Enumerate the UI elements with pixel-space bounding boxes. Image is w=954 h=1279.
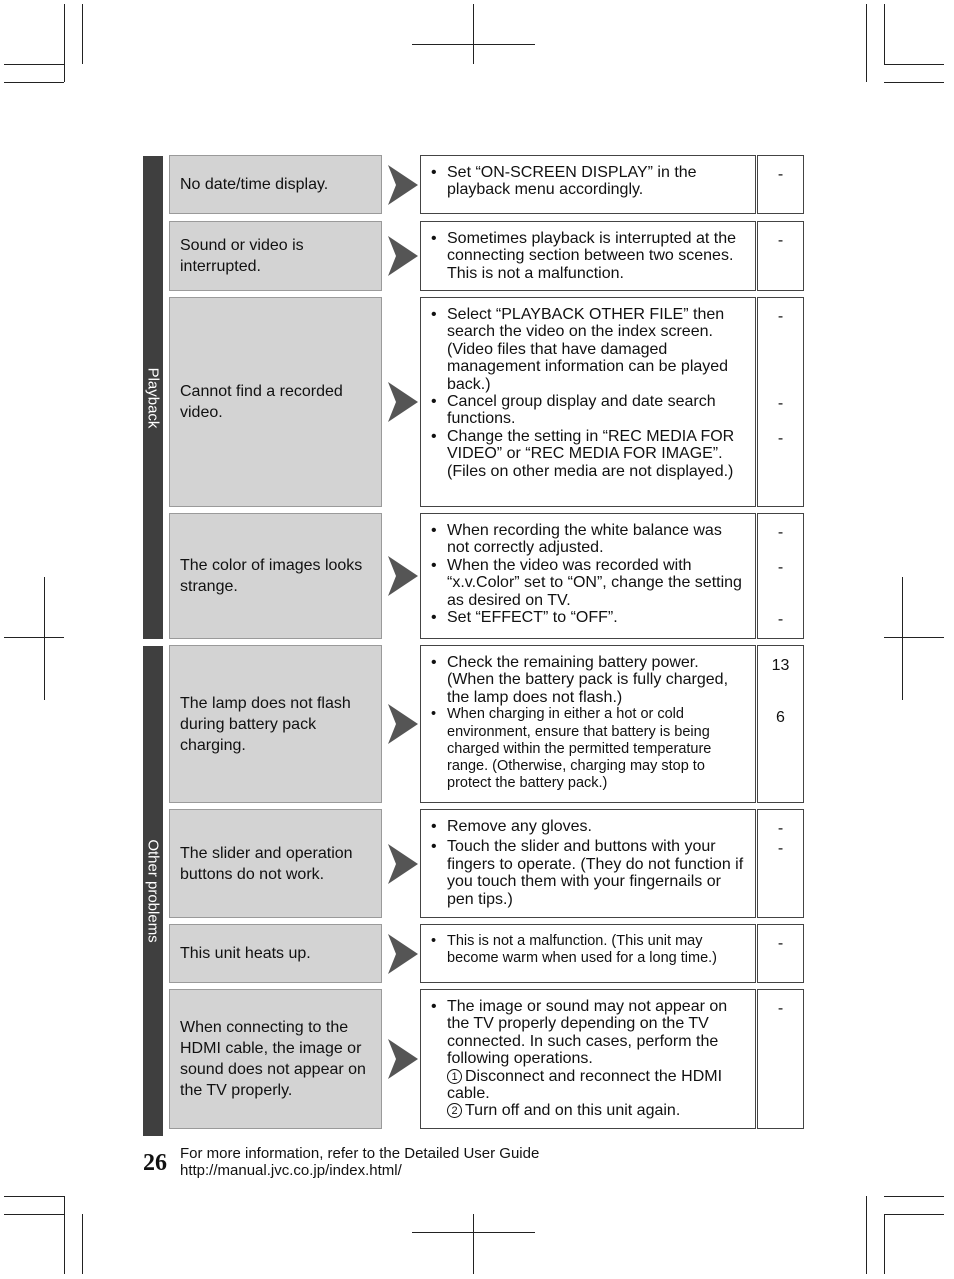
arrow-right-icon xyxy=(388,1039,418,1079)
crop-mark xyxy=(64,1196,65,1274)
trouble-row xyxy=(169,513,804,639)
page-ref-cell xyxy=(757,297,804,507)
trouble-row xyxy=(169,155,804,214)
problem-text: When connecting to the HDMI cable, the image or sound does not appear on the TV properly. xyxy=(180,1019,366,1099)
trouble-row xyxy=(169,645,804,803)
problem-text: The color of images looks strange. xyxy=(180,557,363,595)
page-ref: - xyxy=(777,166,784,183)
solution-item: • When charging in either a hot or cold environment, ensure that battery is being charged within the permitted temperature range. (Otherwise, charging may stop to protect the battery pack.) xyxy=(429,706,747,792)
section-label: Playback xyxy=(144,367,162,428)
problem-cell xyxy=(169,989,382,1129)
solution-item: • Remove any gloves. xyxy=(429,818,747,835)
crop-mark xyxy=(884,64,944,65)
crop-mark xyxy=(64,4,65,82)
crop-mark xyxy=(4,1214,64,1215)
step-number-icon: 2 xyxy=(447,1103,462,1118)
page-ref-cell xyxy=(757,645,804,803)
step-text: Turn off and on this unit again. xyxy=(465,1102,681,1120)
crop-mark xyxy=(866,1196,867,1274)
arrow-right-icon xyxy=(388,844,418,884)
registration-mark xyxy=(4,637,64,638)
solution-cell xyxy=(420,924,756,983)
step-item xyxy=(429,1068,747,1103)
problem-cell xyxy=(169,809,382,918)
registration-mark xyxy=(884,637,944,638)
solution-item: • Set “ON-SCREEN DISPLAY” in the playback menu accordingly. xyxy=(429,164,747,199)
page-ref-cell xyxy=(757,221,804,291)
problem-cell xyxy=(169,513,382,639)
problem-text: No date/time display. xyxy=(180,176,329,193)
arrow-right-icon xyxy=(388,236,418,276)
arrow-right-icon xyxy=(388,382,418,422)
solution-item: • When the video was recorded with “x.v.Color” set to “ON”, change the setting as desired on TV. xyxy=(429,557,747,609)
problem-text: The lamp does not flash during battery pack charging. xyxy=(180,694,351,754)
page-ref-cell xyxy=(757,809,804,918)
registration-mark xyxy=(473,1214,474,1274)
trouble-row xyxy=(169,924,804,983)
footer-url: http://manual.jvc.co.jp/index.html/ xyxy=(180,1162,402,1179)
crop-mark xyxy=(866,4,867,82)
page-ref: - xyxy=(777,935,784,952)
step-text: Disconnect and reconnect the HDMI cable. xyxy=(447,1067,723,1103)
section-tab-playback xyxy=(143,156,163,639)
page-ref-cell xyxy=(757,155,804,214)
page-ref: - xyxy=(777,1000,784,1017)
problem-cell xyxy=(169,297,382,507)
arrow-right-icon xyxy=(388,165,418,205)
solution-item: • The image or sound may not appear on the TV properly depending on the TV connected. In such cases, perform the following operations. xyxy=(429,998,747,1068)
problem-text: Cannot find a recorded video. xyxy=(180,383,343,421)
problem-cell xyxy=(169,924,382,983)
page-ref-cell xyxy=(757,513,804,639)
solution-cell xyxy=(420,297,756,507)
page-ref: - xyxy=(777,611,784,628)
registration-mark xyxy=(44,577,45,700)
crop-mark xyxy=(82,1214,83,1274)
page-ref: - xyxy=(777,395,784,412)
trouble-row xyxy=(169,989,804,1129)
solution-cell xyxy=(420,989,756,1129)
page-ref-cell xyxy=(757,924,804,983)
page-number: 26 xyxy=(143,1150,167,1176)
crop-mark xyxy=(4,64,64,65)
crop-mark xyxy=(884,1196,944,1197)
solution-cell xyxy=(420,513,756,639)
crop-mark xyxy=(4,1196,64,1197)
solution-cell xyxy=(420,809,756,918)
page-ref: - xyxy=(777,524,784,541)
solution-item: • Select “PLAYBACK OTHER FILE” then search the video on the index screen. (Video files that have damaged management information can be played back.) xyxy=(429,306,747,393)
page-ref: - xyxy=(777,430,784,447)
crop-mark xyxy=(884,1214,885,1274)
problem-text: This unit heats up. xyxy=(180,945,311,962)
crop-mark xyxy=(884,1214,944,1215)
solution-item: • Set “EFFECT” to “OFF”. xyxy=(429,609,747,626)
arrow-right-icon xyxy=(388,934,418,974)
page-ref: - xyxy=(777,840,784,857)
registration-mark xyxy=(473,4,474,64)
page-ref: - xyxy=(777,232,784,249)
section-label: Other problems xyxy=(144,839,162,943)
solution-item: • Touch the slider and buttons with your fingers to operate. (They do not function if you touch them with your fingernails or pen tips.) xyxy=(429,838,747,908)
crop-mark xyxy=(884,4,885,64)
crop-mark xyxy=(82,4,83,64)
problem-cell xyxy=(169,221,382,291)
crop-mark xyxy=(884,82,944,83)
solution-item: • This is not a malfunction. (This unit may become warm when used for a long time.) xyxy=(429,933,747,968)
solution-item: • Change the setting in “REC MEDIA FOR VIDEO” or “REC MEDIA FOR IMAGE”. (Files on other media are not displayed.) xyxy=(429,428,747,480)
page-ref: - xyxy=(777,820,784,837)
problem-cell xyxy=(169,645,382,803)
solution-item: • When recording the white balance was not correctly adjusted. xyxy=(429,522,747,557)
footer-line: For more information, refer to the Detailed User Guide xyxy=(180,1145,540,1162)
solution-item: • Sometimes playback is interrupted at the connecting section between two scenes. This is not a malfunction. xyxy=(429,230,747,282)
problem-text: Sound or video is interrupted. xyxy=(180,237,304,275)
step-item xyxy=(429,1102,747,1119)
page-ref: - xyxy=(777,308,784,325)
trouble-row xyxy=(169,809,804,918)
step-number-icon: 1 xyxy=(447,1069,462,1084)
solution-cell xyxy=(420,645,756,803)
trouble-row xyxy=(169,221,804,291)
page-ref: 6 xyxy=(776,709,785,726)
footer-note xyxy=(180,1145,539,1179)
registration-mark xyxy=(902,577,903,700)
page-ref: - xyxy=(777,559,784,576)
section-tab-other-problems xyxy=(143,646,163,1136)
problem-cell xyxy=(169,155,382,214)
crop-mark xyxy=(4,82,64,83)
arrow-right-icon xyxy=(388,704,418,744)
page-ref-cell xyxy=(757,989,804,1129)
arrow-right-icon xyxy=(388,556,418,596)
solution-cell xyxy=(420,221,756,291)
solution-item: • Check the remaining battery power. (When the battery pack is fully charged, the lamp does not flash.) xyxy=(429,654,747,706)
solution-item: • Cancel group display and date search functions. xyxy=(429,393,747,428)
problem-text: The slider and operation buttons do not work. xyxy=(180,844,353,883)
trouble-row xyxy=(169,297,804,507)
solution-cell xyxy=(420,155,756,214)
page-ref: 13 xyxy=(771,657,790,674)
